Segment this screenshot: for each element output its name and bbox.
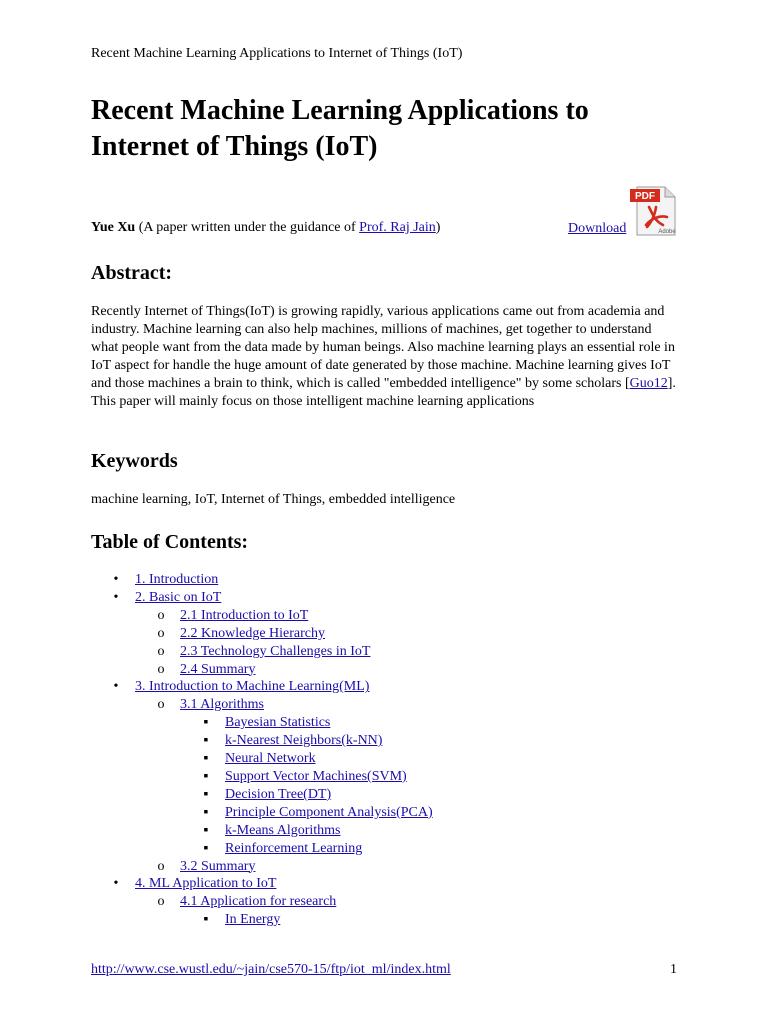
toc-link-svm[interactable]: Support Vector Machines(SVM): [225, 768, 407, 784]
square-bullet-icon: ▪: [203, 715, 209, 731]
toc-item: [91, 678, 651, 875]
toc-link-knn[interactable]: k-Nearest Neighbors(k-NN): [225, 733, 383, 749]
toc-item: [135, 625, 651, 643]
author-name: Yue Xu: [91, 220, 136, 235]
toc-item: [135, 696, 651, 857]
toc-item: [180, 822, 651, 840]
toc-item: [180, 714, 651, 732]
toc-item: [91, 875, 651, 929]
pdf-icon-label: PDF: [635, 191, 655, 202]
disc-bullet-icon: •: [113, 572, 119, 587]
toc-item: [180, 840, 651, 858]
toc-link-decision-tree[interactable]: Decision Tree(DT): [225, 786, 332, 802]
abstract-paragraph: [91, 303, 676, 411]
toc-link-ml-application-iot[interactable]: 4. ML Application to IoT: [135, 876, 277, 892]
author-line: [91, 219, 440, 237]
keywords-text: machine learning, IoT, Internet of Things, embedded intelligence: [91, 492, 456, 507]
table-of-contents: [91, 571, 651, 929]
toc-item: [91, 589, 651, 679]
toc-item: [180, 786, 651, 804]
circle-bullet-icon: o: [157, 625, 165, 641]
toc-level-2-list: [135, 893, 651, 929]
toc-link-introduction[interactable]: 1. Introduction: [135, 572, 219, 587]
circle-bullet-icon: o: [157, 643, 165, 659]
toc-item: [135, 643, 651, 661]
toc-level-2-list: [135, 607, 651, 679]
toc-item: [180, 804, 651, 822]
toc-level-2-list: [135, 696, 651, 875]
toc-item: [91, 571, 651, 589]
square-bullet-icon: ▪: [203, 751, 209, 767]
square-bullet-icon: ▪: [203, 768, 209, 784]
toc-item: [180, 768, 651, 786]
toc-link-k-means[interactable]: k-Means Algorithms: [225, 822, 341, 838]
square-bullet-icon: ▪: [203, 822, 209, 838]
toc-item: [135, 858, 651, 876]
abstract-heading: Abstract:: [91, 262, 173, 284]
keywords-heading: Keywords: [91, 450, 178, 472]
toc-link-neural-network[interactable]: Neural Network: [225, 751, 316, 767]
page-number: 1: [670, 962, 677, 977]
toc-link-bayesian-statistics[interactable]: Bayesian Statistics: [225, 715, 331, 731]
footer-url-link[interactable]: http://www.cse.wustl.edu/~jain/cse570-15/ftp/iot_ml/index.html: [91, 962, 451, 977]
toc-link-algorithms[interactable]: 3.1 Algorithms: [180, 697, 265, 713]
circle-bullet-icon: o: [157, 607, 165, 623]
toc-level-3-list: [180, 911, 651, 929]
toc-link-introduction-to-iot[interactable]: 2.1 Introduction to IoT: [180, 607, 309, 623]
circle-bullet-icon: o: [157, 661, 165, 677]
toc-link-iot-summary[interactable]: 2.4 Summary: [180, 661, 256, 677]
toc-item: [180, 732, 651, 750]
toc-item: [180, 911, 651, 929]
document-title: Recent Machine Learning Applications to Internet of Things (IoT): [91, 95, 589, 162]
advisor-link[interactable]: Prof. Raj Jain: [359, 220, 436, 235]
circle-bullet-icon: o: [157, 858, 165, 874]
toc-item: [135, 661, 651, 679]
circle-bullet-icon: o: [157, 697, 165, 713]
square-bullet-icon: ▪: [203, 733, 209, 749]
square-bullet-icon: ▪: [203, 804, 209, 820]
toc-link-ml-summary[interactable]: 3.2 Summary: [180, 858, 256, 874]
toc-link-reinforcement-learning[interactable]: Reinforcement Learning: [225, 840, 363, 856]
download-link[interactable]: Download: [568, 221, 627, 236]
author-note-suffix: ): [435, 220, 441, 235]
toc-heading: Table of Contents:: [91, 531, 249, 553]
toc-link-pca[interactable]: Principle Component Analysis(PCA): [225, 804, 433, 820]
toc-link-application-research[interactable]: 4.1 Application for research: [180, 894, 337, 910]
toc-item: [135, 893, 651, 929]
abstract-text-end: ]. This paper will mainly focus on those intelligent machine learning applications: [91, 376, 676, 409]
pdf-icon-brand: Adobe: [658, 229, 676, 235]
toc-level-1-list: [91, 571, 651, 929]
toc-item: [135, 607, 651, 625]
toc-link-intro-machine-learning[interactable]: 3. Introduction to Machine Learning(ML): [135, 679, 370, 695]
disc-bullet-icon: •: [113, 589, 119, 605]
abstract-text-start: Recently Internet of Things(IoT) is growing rapidly, various applications came out from academia and industry. Machine learning can also help machines, millions of machines, get together to understand what people want from the data made by human beings. Also machine learning plays an essential role in IoT aspect for handle the huge amount of date generated by those machine. Machine learning gives IoT and those machines a brain to think, which is called "embedded intelligence" by some scholars [: [91, 304, 675, 391]
disc-bullet-icon: •: [113, 876, 119, 892]
disc-bullet-icon: •: [113, 679, 119, 695]
circle-bullet-icon: o: [157, 894, 165, 910]
toc-link-basic-on-iot[interactable]: 2. Basic on IoT: [135, 589, 222, 605]
pdf-file-icon[interactable]: [629, 185, 679, 237]
running-header: Recent Machine Learning Applications to Internet of Things (IoT): [91, 46, 463, 61]
toc-link-in-energy[interactable]: In Energy: [225, 912, 281, 928]
toc-link-technology-challenges[interactable]: 2.3 Technology Challenges in IoT: [180, 643, 371, 659]
square-bullet-icon: ▪: [203, 840, 209, 856]
square-bullet-icon: ▪: [203, 912, 209, 928]
square-bullet-icon: ▪: [203, 786, 209, 802]
toc-link-knowledge-hierarchy[interactable]: 2.2 Knowledge Hierarchy: [180, 625, 326, 641]
author-note-prefix: (A paper written under the guidance of: [138, 220, 360, 235]
toc-item: [180, 750, 651, 768]
toc-level-3-list: [180, 714, 651, 857]
citation-link[interactable]: Guo12: [629, 376, 668, 391]
